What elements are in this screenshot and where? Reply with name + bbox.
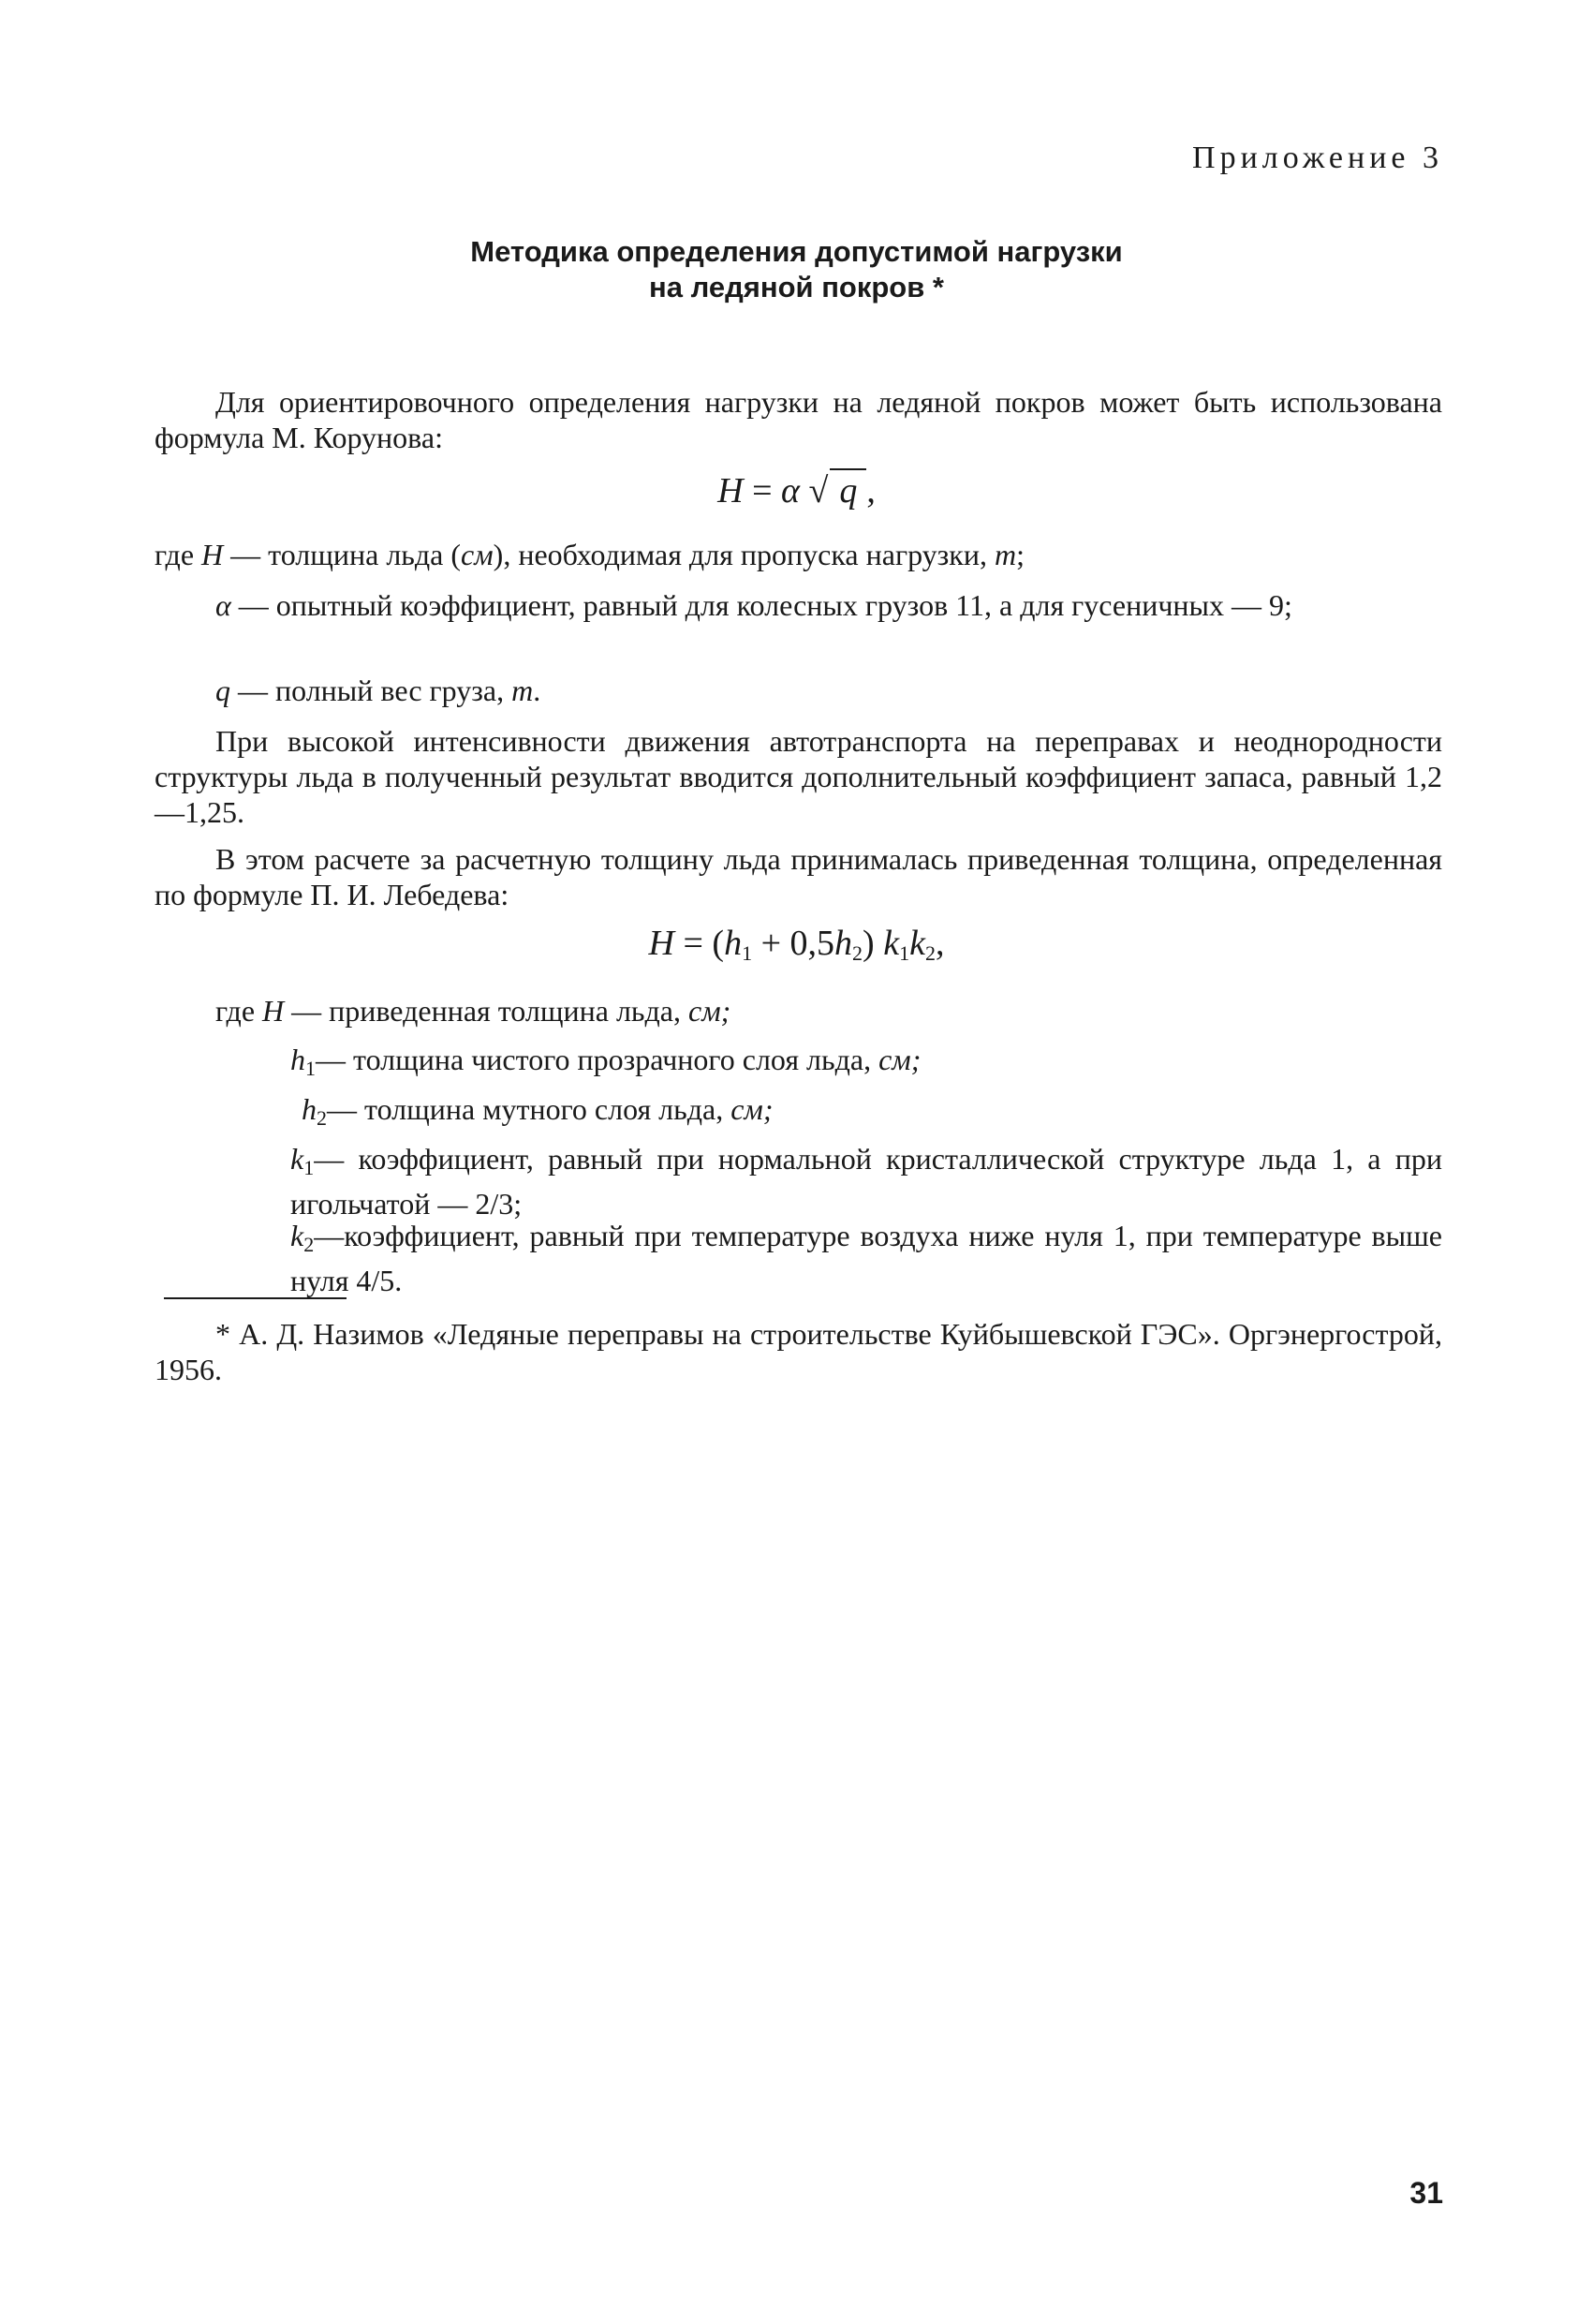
korunov-formula [0,468,1593,511]
definition-alpha: α — опытный коэффициент, равный для колесных грузов 11, а для гусеничных — 9; [215,588,1292,622]
formula-eq: = [743,471,782,511]
lebedev-formula: $H = (h_1 + 0,5h_2)$ $k_1k_2$, [648,924,945,965]
paragraph-intensity: При высокой интенсивности движения автотранспорта на переправах и неоднородности структуры льда в полученный результат вводится дополнительный коэффициент запаса, равный 1,2—1,25. [155,724,1442,829]
definition-q: q — полный вес груза, т. [215,674,541,707]
definition-H-reduced: где H — приведенная толщина льда, см; [215,994,731,1028]
section-title-line-2: на ледяной покров * [649,271,944,303]
formula-lhs: H [717,471,744,511]
footnote-divider [164,1297,347,1299]
formula-coef: α [781,471,800,511]
section-title-line-1: Методика определения допустимой нагрузки [470,235,1123,268]
footnote: * А. Д. Назимов «Ледяные переправы на строительстве Куйбышевской ГЭС». Оргэнергострой, 1956. [155,1317,1442,1386]
intro-paragraph: Для ориентировочного определения нагрузки на ледяной покров может быть использована формула М. Корунова: [155,385,1442,454]
page-number: 31 [1409,2176,1443,2210]
sqrt-sign: √ q [808,468,866,511]
definition-h1: $h_1—$ толщина чистого прозрачного слоя льда, см; [290,1043,922,1080]
appendix-label: Приложение 3 [1192,141,1443,175]
definition-h2: $h_2—$ толщина мутного слоя льда, см; [302,1092,774,1130]
paragraph-lebedev: В этом расчете за расчетную толщину льда принималась приведенная толщина, определенная по формуле П. И. Лебедева: [155,842,1442,911]
definition-k2: $k_2—коэффициент$, равный при температуре воздуха ниже нуля 1, при температуре выше нуля 4/5. [290,1219,1442,1297]
formula-tail: , [866,471,876,511]
formula-radicand: q [830,468,866,511]
definition-k1: $k_1—$ коэффициент, равный при нормальной кристаллической структуре льда 1, а при игольчатой — 2/3; [290,1142,1442,1221]
definition-H: где H — толщина льда (см), необходимая для пропуска нагрузки, т; [155,538,1025,571]
